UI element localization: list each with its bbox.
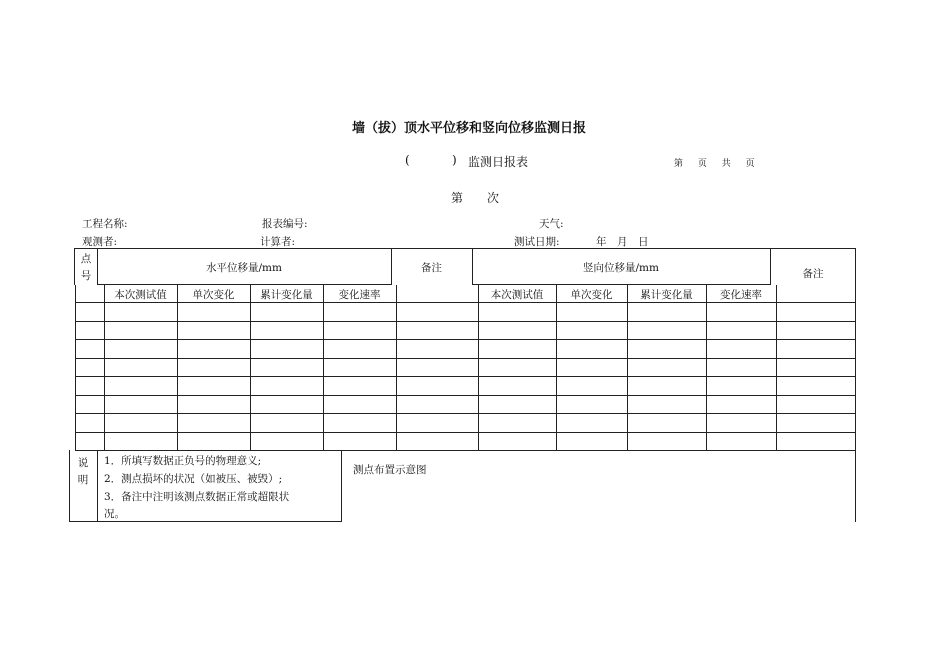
grid-line-horizontal	[75, 321, 856, 322]
weather-label: 天气:	[539, 218, 564, 230]
grid-line-vertical	[396, 285, 397, 450]
grid-line-vertical	[478, 285, 479, 450]
report-no-label: 报表编号:	[262, 218, 308, 230]
vertical-group-header: 竖向位移量/mm	[583, 262, 659, 274]
count-label: 第 次	[451, 191, 500, 205]
grid-line-vertical	[556, 285, 557, 450]
grid-line-vertical	[341, 450, 342, 522]
grid-line-vertical	[776, 285, 777, 450]
grid-line-horizontal	[75, 302, 856, 303]
col-v-current: 本次测试值	[490, 289, 544, 301]
col-h-single: 单次变化	[192, 289, 235, 301]
grid-line-vertical	[706, 285, 707, 450]
point-no-header-1: 点	[80, 253, 92, 265]
col-h-cumulative: 累计变化量	[260, 289, 313, 301]
grid-line-horizontal	[75, 395, 856, 396]
subtitle-close: )	[452, 153, 457, 167]
grid-line-vertical	[177, 285, 178, 450]
project-name-label: 工程名称:	[82, 218, 128, 230]
remark-header-2: 备注	[802, 268, 824, 280]
grid-line-vertical	[323, 285, 324, 450]
grid-line-horizontal	[75, 450, 856, 451]
grid-line-vertical	[97, 450, 98, 522]
date-format: 年 月 日	[596, 236, 649, 248]
col-v-single: 单次变化	[570, 289, 613, 301]
grid-line-vertical	[75, 285, 76, 450]
grid-line-vertical	[855, 285, 856, 450]
notes-label-1: 说	[77, 457, 89, 469]
col-v-rate: 变化速率	[720, 289, 762, 301]
grid-line-horizontal	[75, 376, 856, 377]
grid-line-horizontal	[75, 413, 856, 414]
grid-line-vertical	[855, 450, 856, 522]
subtitle-text: 监测日报表	[468, 155, 529, 169]
grid-line-horizontal	[472, 284, 770, 285]
point-no-header-2: 号	[80, 270, 92, 282]
col-v-cumulative: 累计变化量	[640, 289, 693, 301]
col-h-rate: 变化速率	[338, 289, 381, 301]
grid-line-vertical	[250, 285, 251, 450]
col-h-current: 本次测试值	[114, 289, 167, 301]
note-item-3: 3．备注中注明该测点数据正常或超限状	[104, 491, 290, 503]
grid-line-vertical	[627, 285, 628, 450]
page-info: 第 页 共 页	[674, 159, 761, 169]
notes-label-2: 明	[77, 474, 89, 486]
grid-line-horizontal	[75, 432, 856, 433]
remark-header-1: 备注	[421, 262, 442, 274]
grid-line-horizontal	[74, 248, 856, 249]
grid-line-horizontal	[75, 339, 856, 340]
note-item-1: 1．所填写数据正负号的物理意义;	[104, 455, 262, 467]
note-item-4: 况。	[104, 508, 125, 520]
diagram-label: 测点布置示意图	[353, 464, 427, 476]
subtitle-open: (	[405, 153, 410, 167]
grid-line-vertical	[104, 285, 105, 450]
horizontal-group-header: 水平位移量/mm	[206, 262, 282, 274]
note-item-2: 2．测点损坏的状况（如被压、被毁）;	[104, 473, 283, 485]
calculator-label: 计算者:	[260, 236, 296, 248]
test-date-label: 测试日期:	[514, 236, 560, 248]
grid-line-horizontal	[75, 358, 856, 359]
grid-line-horizontal	[97, 284, 391, 285]
document-title: 墙（拔）顶水平位移和竖向位移监测日报	[352, 121, 587, 136]
observer-label: 观测者:	[82, 236, 118, 248]
